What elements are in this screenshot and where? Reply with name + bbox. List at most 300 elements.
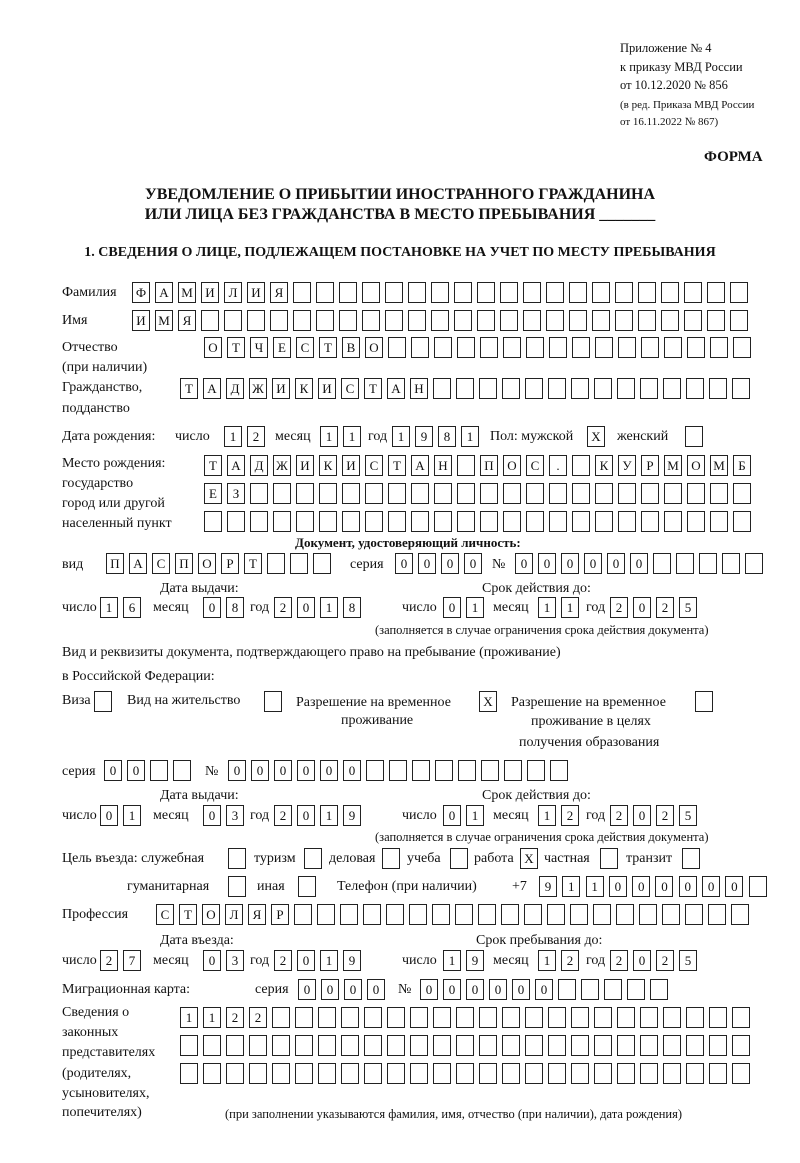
char-cell[interactable]: 9	[539, 876, 557, 897]
char-cell[interactable]: 0	[515, 553, 533, 574]
purpose-study-checkbox[interactable]	[450, 848, 468, 869]
birthplace-field[interactable]	[204, 483, 751, 504]
char-cell[interactable]	[295, 1035, 313, 1056]
char-cell[interactable]: Т	[179, 904, 197, 925]
char-cell[interactable]	[618, 337, 636, 358]
char-cell[interactable]: 2	[561, 950, 579, 971]
char-cell[interactable]	[480, 483, 498, 504]
char-cell[interactable]: 1	[443, 950, 461, 971]
char-cell[interactable]: 0	[298, 979, 316, 1000]
char-cell[interactable]	[296, 511, 314, 532]
char-cell[interactable]	[709, 1035, 727, 1056]
char-cell[interactable]: 1	[123, 805, 141, 826]
char-cell[interactable]	[749, 876, 767, 897]
char-cell[interactable]: 0	[321, 979, 339, 1000]
char-cell[interactable]	[501, 904, 519, 925]
char-cell[interactable]	[293, 282, 311, 303]
char-cell[interactable]	[687, 483, 705, 504]
char-cell[interactable]	[339, 282, 357, 303]
char-cell[interactable]	[273, 483, 291, 504]
char-cell[interactable]: О	[198, 553, 216, 574]
char-cell[interactable]: 1	[562, 876, 580, 897]
char-cell[interactable]: Н	[434, 455, 452, 476]
char-cell[interactable]: 0	[320, 760, 338, 781]
char-cell[interactable]: 0	[633, 950, 651, 971]
char-cell[interactable]: 0	[274, 760, 292, 781]
char-cell[interactable]	[615, 282, 633, 303]
char-cell[interactable]: Ф	[132, 282, 150, 303]
char-cell[interactable]: Д	[250, 455, 268, 476]
char-cell[interactable]: Я	[270, 282, 288, 303]
char-cell[interactable]: Р	[271, 904, 289, 925]
char-cell[interactable]	[547, 904, 565, 925]
char-cell[interactable]: О	[365, 337, 383, 358]
char-cell[interactable]: X	[520, 848, 538, 869]
char-cell[interactable]: Т	[204, 455, 222, 476]
char-cell[interactable]: Т	[244, 553, 262, 574]
char-cell[interactable]: Н	[410, 378, 428, 399]
char-cell[interactable]	[388, 337, 406, 358]
char-cell[interactable]	[525, 1063, 543, 1084]
char-cell[interactable]	[434, 511, 452, 532]
purpose-private-checkbox[interactable]	[600, 848, 618, 869]
char-cell[interactable]	[592, 310, 610, 331]
char-cell[interactable]	[638, 282, 656, 303]
char-cell[interactable]	[431, 310, 449, 331]
char-cell[interactable]: 0	[702, 876, 720, 897]
char-cell[interactable]: 1	[586, 876, 604, 897]
purpose-other-checkbox[interactable]	[298, 876, 316, 897]
char-cell[interactable]: .	[549, 455, 567, 476]
char-cell[interactable]	[456, 1035, 474, 1056]
char-cell[interactable]	[558, 979, 576, 1000]
char-cell[interactable]	[313, 553, 331, 574]
char-cell[interactable]: 1	[538, 805, 556, 826]
char-cell[interactable]	[594, 1035, 612, 1056]
issue-month-field[interactable]	[203, 597, 244, 618]
char-cell[interactable]	[457, 455, 475, 476]
char-cell[interactable]	[201, 310, 219, 331]
char-cell[interactable]: А	[411, 455, 429, 476]
char-cell[interactable]	[270, 310, 288, 331]
char-cell[interactable]	[272, 1007, 290, 1028]
char-cell[interactable]: 0	[203, 805, 221, 826]
char-cell[interactable]: Я	[178, 310, 196, 331]
char-cell[interactable]	[435, 760, 453, 781]
char-cell[interactable]	[412, 760, 430, 781]
char-cell[interactable]: И	[342, 455, 360, 476]
entry-day-field[interactable]	[100, 950, 141, 971]
char-cell[interactable]	[433, 1035, 451, 1056]
char-cell[interactable]	[294, 904, 312, 925]
char-cell[interactable]	[228, 876, 246, 897]
char-cell[interactable]	[290, 553, 308, 574]
profession-field[interactable]	[156, 904, 749, 925]
char-cell[interactable]	[341, 1007, 359, 1028]
char-cell[interactable]: 1	[224, 426, 242, 447]
char-cell[interactable]	[410, 1035, 428, 1056]
char-cell[interactable]	[676, 553, 694, 574]
char-cell[interactable]: 9	[343, 950, 361, 971]
char-cell[interactable]	[686, 378, 704, 399]
birthplace-field[interactable]	[204, 511, 751, 532]
char-cell[interactable]	[664, 511, 682, 532]
char-cell[interactable]: С	[526, 455, 544, 476]
char-cell[interactable]	[546, 282, 564, 303]
char-cell[interactable]: Д	[226, 378, 244, 399]
char-cell[interactable]	[699, 553, 717, 574]
purpose-business-checkbox[interactable]	[382, 848, 400, 869]
representatives-field[interactable]	[180, 1007, 750, 1028]
char-cell[interactable]: 1	[320, 950, 338, 971]
char-cell[interactable]	[641, 337, 659, 358]
char-cell[interactable]	[250, 511, 268, 532]
char-cell[interactable]: 1	[392, 426, 410, 447]
char-cell[interactable]	[571, 1035, 589, 1056]
migration-series-field[interactable]	[298, 979, 385, 1000]
char-cell[interactable]: И	[296, 455, 314, 476]
char-cell[interactable]	[480, 511, 498, 532]
char-cell[interactable]	[503, 511, 521, 532]
char-cell[interactable]: 1	[466, 597, 484, 618]
char-cell[interactable]	[500, 282, 518, 303]
char-cell[interactable]	[615, 310, 633, 331]
char-cell[interactable]	[525, 1035, 543, 1056]
char-cell[interactable]: 2	[656, 805, 674, 826]
char-cell[interactable]: 2	[226, 1007, 244, 1028]
char-cell[interactable]	[733, 337, 751, 358]
char-cell[interactable]	[455, 904, 473, 925]
char-cell[interactable]	[479, 1063, 497, 1084]
char-cell[interactable]	[434, 483, 452, 504]
char-cell[interactable]	[431, 282, 449, 303]
char-cell[interactable]	[682, 848, 700, 869]
char-cell[interactable]: 1	[203, 1007, 221, 1028]
char-cell[interactable]: П	[480, 455, 498, 476]
purpose-work-checkbox[interactable]	[520, 848, 538, 869]
stay-issue-day-field[interactable]	[100, 805, 141, 826]
char-cell[interactable]	[388, 511, 406, 532]
char-cell[interactable]: 0	[679, 876, 697, 897]
char-cell[interactable]: 0	[609, 876, 627, 897]
char-cell[interactable]: 0	[633, 805, 651, 826]
char-cell[interactable]: М	[178, 282, 196, 303]
char-cell[interactable]	[581, 979, 599, 1000]
char-cell[interactable]	[341, 1035, 359, 1056]
char-cell[interactable]: 0	[228, 760, 246, 781]
char-cell[interactable]	[319, 483, 337, 504]
char-cell[interactable]: А	[155, 282, 173, 303]
char-cell[interactable]	[550, 760, 568, 781]
char-cell[interactable]: И	[318, 378, 336, 399]
doc-number-field[interactable]	[515, 553, 763, 574]
char-cell[interactable]: 2	[610, 805, 628, 826]
char-cell[interactable]: 1	[100, 597, 118, 618]
stay-series-field[interactable]	[104, 760, 191, 781]
char-cell[interactable]: 5	[679, 597, 697, 618]
char-cell[interactable]: К	[295, 378, 313, 399]
char-cell[interactable]	[641, 511, 659, 532]
char-cell[interactable]: И	[132, 310, 150, 331]
char-cell[interactable]	[316, 282, 334, 303]
char-cell[interactable]: 0	[466, 979, 484, 1000]
char-cell[interactable]: 3	[226, 805, 244, 826]
char-cell[interactable]	[548, 1063, 566, 1084]
char-cell[interactable]	[364, 1035, 382, 1056]
char-cell[interactable]	[686, 1007, 704, 1028]
char-cell[interactable]	[572, 337, 590, 358]
char-cell[interactable]	[641, 483, 659, 504]
representatives-field[interactable]	[180, 1035, 750, 1056]
char-cell[interactable]: 0	[443, 979, 461, 1000]
char-cell[interactable]	[319, 511, 337, 532]
char-cell[interactable]	[180, 1063, 198, 1084]
char-cell[interactable]	[264, 691, 282, 712]
char-cell[interactable]	[663, 378, 681, 399]
doc-series-field[interactable]	[395, 553, 482, 574]
char-cell[interactable]: 0	[367, 979, 385, 1000]
char-cell[interactable]: С	[156, 904, 174, 925]
char-cell[interactable]	[456, 378, 474, 399]
char-cell[interactable]: 2	[656, 597, 674, 618]
char-cell[interactable]	[618, 511, 636, 532]
char-cell[interactable]	[710, 337, 728, 358]
char-cell[interactable]: 0	[251, 760, 269, 781]
char-cell[interactable]	[730, 310, 748, 331]
char-cell[interactable]	[708, 904, 726, 925]
char-cell[interactable]: 2	[274, 805, 292, 826]
char-cell[interactable]: Т	[227, 337, 245, 358]
char-cell[interactable]: К	[319, 455, 337, 476]
char-cell[interactable]	[366, 760, 384, 781]
char-cell[interactable]: О	[202, 904, 220, 925]
char-cell[interactable]: 0	[512, 979, 530, 1000]
char-cell[interactable]	[707, 282, 725, 303]
phone-field[interactable]	[539, 876, 767, 897]
char-cell[interactable]	[638, 310, 656, 331]
char-cell[interactable]	[592, 282, 610, 303]
char-cell[interactable]: 0	[607, 553, 625, 574]
char-cell[interactable]: У	[618, 455, 636, 476]
char-cell[interactable]	[411, 483, 429, 504]
char-cell[interactable]: 2	[561, 805, 579, 826]
char-cell[interactable]	[456, 1063, 474, 1084]
char-cell[interactable]	[477, 282, 495, 303]
char-cell[interactable]	[362, 310, 380, 331]
char-cell[interactable]	[387, 1007, 405, 1028]
char-cell[interactable]	[411, 337, 429, 358]
char-cell[interactable]: 0	[584, 553, 602, 574]
char-cell[interactable]: Т	[319, 337, 337, 358]
char-cell[interactable]: И	[201, 282, 219, 303]
char-cell[interactable]	[709, 378, 727, 399]
char-cell[interactable]	[571, 378, 589, 399]
char-cell[interactable]	[457, 337, 475, 358]
char-cell[interactable]: 8	[226, 597, 244, 618]
birth-month-field[interactable]	[320, 426, 361, 447]
char-cell[interactable]	[595, 337, 613, 358]
char-cell[interactable]: Р	[641, 455, 659, 476]
char-cell[interactable]	[318, 1063, 336, 1084]
char-cell[interactable]: 1	[343, 426, 361, 447]
char-cell[interactable]: 5	[679, 805, 697, 826]
char-cell[interactable]	[340, 904, 358, 925]
stay-issue-month-field[interactable]	[203, 805, 244, 826]
char-cell[interactable]: Ж	[273, 455, 291, 476]
sex-male-checkbox[interactable]	[587, 426, 605, 447]
char-cell[interactable]	[224, 310, 242, 331]
char-cell[interactable]	[203, 1063, 221, 1084]
purpose-humanitarian-checkbox[interactable]	[228, 876, 246, 897]
char-cell[interactable]: 0	[297, 950, 315, 971]
char-cell[interactable]	[571, 1007, 589, 1028]
char-cell[interactable]	[618, 483, 636, 504]
char-cell[interactable]	[341, 1063, 359, 1084]
char-cell[interactable]	[388, 483, 406, 504]
char-cell[interactable]	[710, 483, 728, 504]
char-cell[interactable]	[640, 1035, 658, 1056]
birthplace-field[interactable]	[204, 455, 751, 476]
char-cell[interactable]	[617, 1007, 635, 1028]
char-cell[interactable]	[298, 876, 316, 897]
char-cell[interactable]: А	[129, 553, 147, 574]
char-cell[interactable]	[504, 760, 522, 781]
char-cell[interactable]: 1	[320, 805, 338, 826]
char-cell[interactable]	[733, 511, 751, 532]
char-cell[interactable]	[456, 1007, 474, 1028]
char-cell[interactable]	[364, 1063, 382, 1084]
char-cell[interactable]: 2	[610, 597, 628, 618]
entry-month-field[interactable]	[203, 950, 244, 971]
char-cell[interactable]: А	[387, 378, 405, 399]
char-cell[interactable]: Р	[221, 553, 239, 574]
char-cell[interactable]: 2	[274, 950, 292, 971]
char-cell[interactable]	[549, 483, 567, 504]
char-cell[interactable]: 0	[297, 597, 315, 618]
char-cell[interactable]	[479, 378, 497, 399]
char-cell[interactable]	[684, 310, 702, 331]
char-cell[interactable]: 8	[343, 597, 361, 618]
birth-year-field[interactable]	[392, 426, 479, 447]
char-cell[interactable]: 0	[104, 760, 122, 781]
char-cell[interactable]	[687, 337, 705, 358]
char-cell[interactable]	[267, 553, 285, 574]
char-cell[interactable]	[523, 282, 541, 303]
char-cell[interactable]	[526, 483, 544, 504]
char-cell[interactable]: С	[341, 378, 359, 399]
char-cell[interactable]	[454, 282, 472, 303]
char-cell[interactable]: 0	[443, 597, 461, 618]
char-cell[interactable]	[745, 553, 763, 574]
char-cell[interactable]	[249, 1035, 267, 1056]
char-cell[interactable]: 7	[123, 950, 141, 971]
sex-female-checkbox[interactable]	[685, 426, 703, 447]
char-cell[interactable]	[640, 378, 658, 399]
char-cell[interactable]: 0	[100, 805, 118, 826]
char-cell[interactable]	[594, 1063, 612, 1084]
char-cell[interactable]	[477, 310, 495, 331]
char-cell[interactable]	[722, 553, 740, 574]
char-cell[interactable]	[318, 1035, 336, 1056]
char-cell[interactable]: X	[479, 691, 497, 712]
char-cell[interactable]	[317, 904, 335, 925]
char-cell[interactable]: 1	[561, 597, 579, 618]
char-cell[interactable]	[595, 483, 613, 504]
char-cell[interactable]: 2	[247, 426, 265, 447]
char-cell[interactable]: Л	[225, 904, 243, 925]
stay-issue-year-field[interactable]	[274, 805, 361, 826]
char-cell[interactable]: К	[595, 455, 613, 476]
char-cell[interactable]: 2	[249, 1007, 267, 1028]
char-cell[interactable]: М	[710, 455, 728, 476]
char-cell[interactable]	[685, 426, 703, 447]
char-cell[interactable]	[433, 1063, 451, 1084]
char-cell[interactable]	[502, 1063, 520, 1084]
char-cell[interactable]	[410, 1063, 428, 1084]
char-cell[interactable]	[387, 1035, 405, 1056]
char-cell[interactable]	[502, 1035, 520, 1056]
char-cell[interactable]: А	[203, 378, 221, 399]
char-cell[interactable]: В	[342, 337, 360, 358]
char-cell[interactable]	[572, 511, 590, 532]
char-cell[interactable]	[709, 1063, 727, 1084]
char-cell[interactable]: 0	[630, 553, 648, 574]
char-cell[interactable]	[695, 691, 713, 712]
char-cell[interactable]	[730, 282, 748, 303]
char-cell[interactable]: 0	[443, 805, 461, 826]
char-cell[interactable]	[661, 282, 679, 303]
char-cell[interactable]	[410, 1007, 428, 1028]
char-cell[interactable]: Е	[204, 483, 222, 504]
char-cell[interactable]	[342, 483, 360, 504]
char-cell[interactable]: 2	[610, 950, 628, 971]
char-cell[interactable]	[524, 904, 542, 925]
stay-valid-day-field[interactable]	[443, 805, 484, 826]
char-cell[interactable]	[433, 378, 451, 399]
visa-checkbox[interactable]	[94, 691, 112, 712]
char-cell[interactable]	[527, 760, 545, 781]
char-cell[interactable]	[664, 483, 682, 504]
char-cell[interactable]	[385, 282, 403, 303]
char-cell[interactable]	[572, 455, 590, 476]
char-cell[interactable]	[228, 848, 246, 869]
char-cell[interactable]	[548, 378, 566, 399]
until-month-field[interactable]	[538, 950, 579, 971]
char-cell[interactable]	[627, 979, 645, 1000]
char-cell[interactable]: X	[587, 426, 605, 447]
char-cell[interactable]	[685, 904, 703, 925]
char-cell[interactable]	[365, 483, 383, 504]
char-cell[interactable]	[731, 904, 749, 925]
char-cell[interactable]: З	[227, 483, 245, 504]
char-cell[interactable]: 0	[418, 553, 436, 574]
char-cell[interactable]: 0	[725, 876, 743, 897]
char-cell[interactable]: О	[687, 455, 705, 476]
char-cell[interactable]	[663, 1035, 681, 1056]
char-cell[interactable]	[663, 1007, 681, 1028]
char-cell[interactable]	[273, 511, 291, 532]
char-cell[interactable]: 3	[226, 950, 244, 971]
char-cell[interactable]: 0	[464, 553, 482, 574]
char-cell[interactable]	[364, 1007, 382, 1028]
valid-month-field[interactable]	[538, 597, 579, 618]
char-cell[interactable]	[226, 1035, 244, 1056]
char-cell[interactable]	[247, 310, 265, 331]
char-cell[interactable]	[296, 483, 314, 504]
char-cell[interactable]	[650, 979, 668, 1000]
char-cell[interactable]	[548, 1035, 566, 1056]
char-cell[interactable]	[639, 904, 657, 925]
